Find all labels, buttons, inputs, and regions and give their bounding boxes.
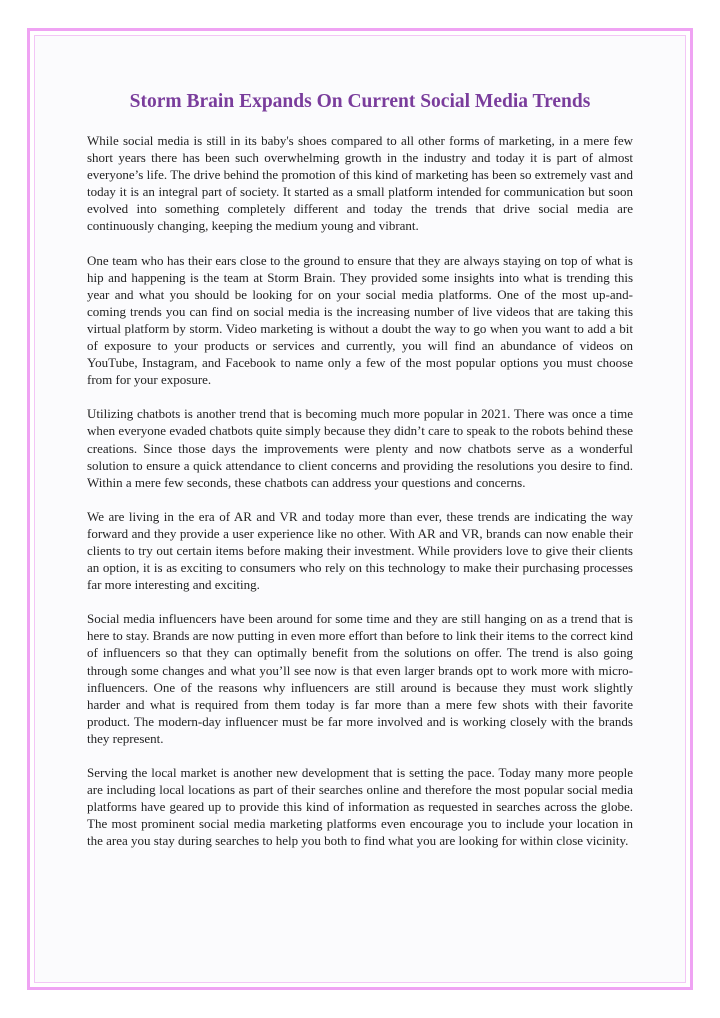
paragraph-2: One team who has their ears close to the ground to ensure that they are always staying on top of what is hip and happening is the team at Storm Brain. They provided some insights into what is trending this year and what you should be looking for on your social media platforms. One of the most up-and-coming trends you can find on social media is the increasing number of live videos that are taking this virtual platform by storm. Video marketing is without a doubt the way to go when you want to add a bit of exposure to your products or services and currently, you will find an abundance of videos on YouTube, Instagram, and Facebook to name only a few of the most popular options you must choose from for your exposure. — [87, 252, 633, 388]
paragraph-4: We are living in the era of AR and VR and today more than ever, these trends are indicating the way forward and they provide a user experience like no other. With AR and VR, brands can now enable their clients to try out certain items before making their investment. While providers love to give their clients an option, it is as exciting to consumers who rely on this technology to make their purchasing processes far more interesting and exciting. — [87, 508, 633, 593]
paragraph-3: Utilizing chatbots is another trend that is becoming much more popular in 2021. There was once a time when everyone evaded chatbots quite simply because they didn’t care to speak to the robots behind these creations. Since those days the improvements were plenty and now chatbots serve as a wonderful solution to ensure a quick attendance to client concerns and providing the resolutions you desire to find. Within a mere few seconds, these chatbots can address your questions and concerns. — [87, 406, 633, 490]
paragraph-1: While social media is still in its baby's shoes compared to all other forms of marketing, in a mere few short years there has been such overwhelming growth in the industry and today it is part of almost everyone’s life. The drive behind the promotion of this kind of marketing has been so extremely vast and today it is an integral part of society. It started as a small platform intended for communication but soon evolved into something completely different and today the trends that drive social media are continuously changing, keeping the medium young and vibrant. — [87, 133, 633, 234]
paragraph-5: Social media influencers have been around for some time and they are still hanging on as a trend that is here to stay. Brands are now putting in even more effort than before to link their items to the correct kind of influencers so that they can optimally benefit from the solutions on offer. The trend is also going through some changes and what you’ll see now is that even larger brands opt to work more with micro-influencers. One of the reasons why influencers are still around is because they must work slightly harder and what is required from them today is far more than a mere few shots with their favorite product. The modern-day influencer must be far more involved and is working closely with the brands they represent. — [87, 611, 633, 746]
document-body — [87, 88, 633, 866]
paragraph-6: Serving the local market is another new development that is setting the pace. Today many more people are including local locations as part of their searches online and therefore the most popular social media platforms have geared up to provide this kind of information as requested in searches across the globe. The most prominent social media marketing platforms even encourage you to include your location in the area you stay during searches to help you both to find what you are looking for within close vicinity. — [87, 765, 633, 849]
document-title: Storm Brain Expands On Current Social Media Trends — [129, 91, 591, 112]
